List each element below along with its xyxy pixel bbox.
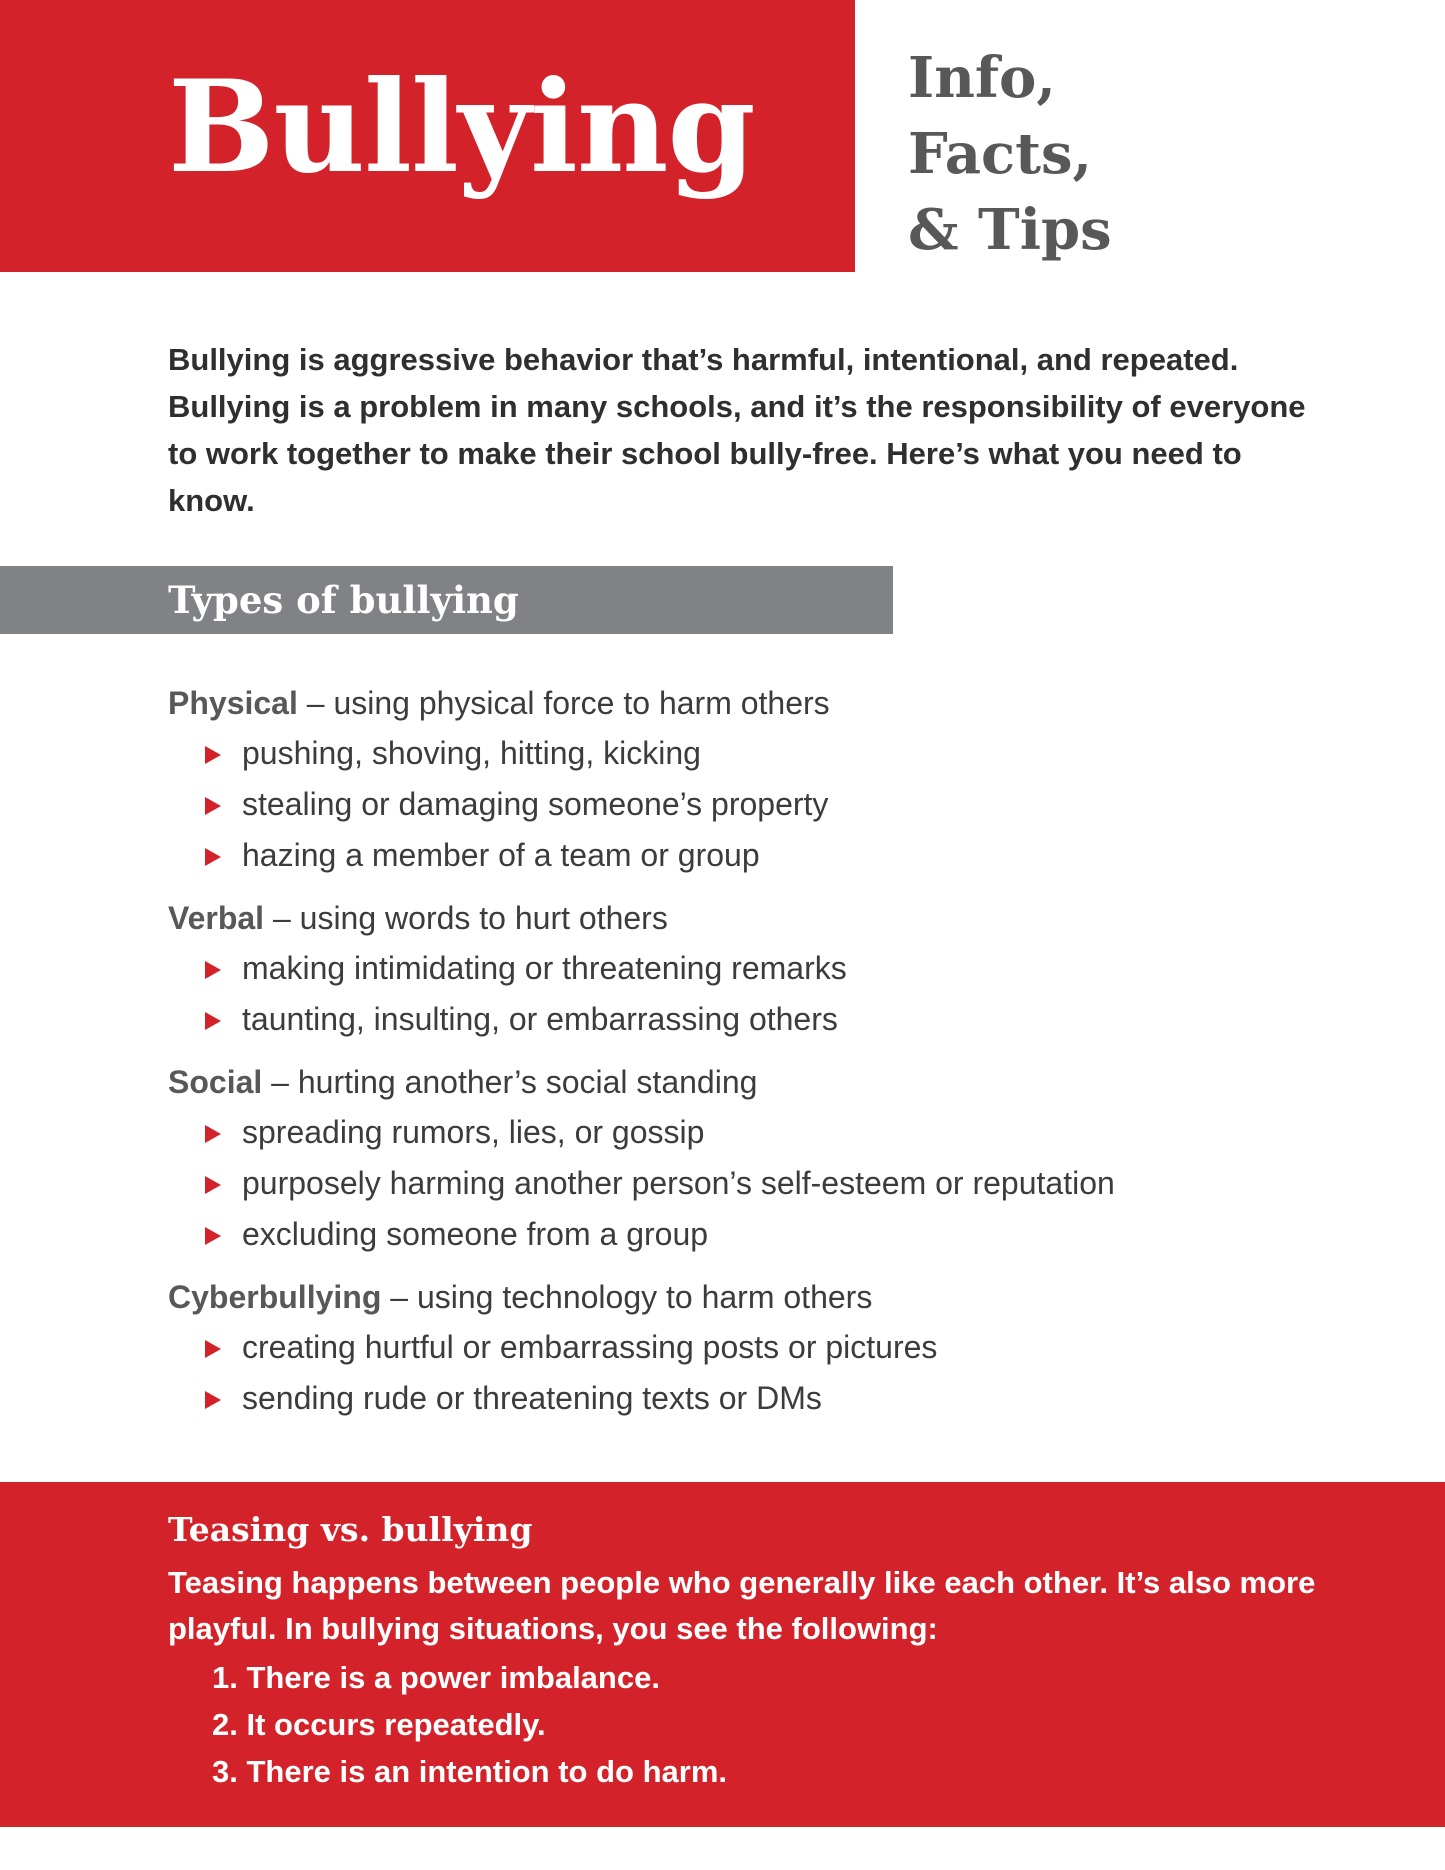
bullet-list bbox=[168, 728, 1368, 881]
triangle-bullet-icon bbox=[205, 1227, 221, 1245]
type-name: Physical bbox=[168, 685, 298, 721]
bullet-list bbox=[168, 1322, 1368, 1424]
list-item-text: hazing a member of a team or group bbox=[242, 837, 760, 873]
page-title: Bullying bbox=[168, 53, 755, 201]
type-name: Cyberbullying bbox=[168, 1279, 382, 1315]
triangle-bullet-icon bbox=[205, 746, 221, 764]
list-item: 2. It occurs repeatedly. bbox=[212, 1707, 546, 1742]
triangle-bullet-icon bbox=[205, 1340, 221, 1358]
triangle-bullet-icon bbox=[205, 1125, 221, 1143]
subtitle-line-3: & Tips bbox=[908, 197, 1112, 263]
list-item-text: excluding someone from a group bbox=[242, 1216, 709, 1252]
bullet-list bbox=[168, 943, 1368, 1045]
type-name: Verbal bbox=[168, 900, 265, 936]
list-item-text: spreading rumors, lies, or gossip bbox=[242, 1114, 705, 1150]
subtitle-line-1: Info, bbox=[908, 45, 1056, 111]
teasing-heading: Teasing vs. bullying bbox=[168, 1510, 533, 1549]
triangle-bullet-icon bbox=[205, 1176, 221, 1194]
types-section-heading: Types of bullying bbox=[168, 578, 519, 622]
list-item bbox=[168, 943, 1368, 994]
type-block-verbal bbox=[168, 893, 1368, 1045]
subtitle-line-2: Facts, bbox=[908, 121, 1092, 187]
list-item: 1. There is a power imbalance. bbox=[212, 1660, 660, 1695]
type-block-social bbox=[168, 1057, 1368, 1260]
teasing-section bbox=[0, 1482, 1445, 1827]
list-item bbox=[168, 994, 1368, 1045]
teasing-points-list bbox=[212, 1654, 727, 1795]
list-item-text: sending rude or threatening texts or DMs bbox=[242, 1380, 822, 1416]
list-item bbox=[168, 1107, 1368, 1158]
list-item-text: pushing, shoving, hitting, kicking bbox=[242, 735, 701, 771]
type-line bbox=[168, 678, 1368, 728]
triangle-bullet-icon bbox=[205, 848, 221, 866]
list-item bbox=[168, 728, 1368, 779]
list-item bbox=[168, 830, 1368, 881]
triangle-bullet-icon bbox=[205, 961, 221, 979]
intro-paragraph: Bullying is aggressive behavior that’s harmful, intentional, and repeated. Bullying is a problem in many schools, and it’s the responsibility of everyone to work together to make their school bully-free. Here’s what you need to know. bbox=[168, 342, 1306, 518]
type-description: – using words to hurt others bbox=[264, 900, 668, 936]
list-item-text: creating hurtful or embarrassing posts or pictures bbox=[242, 1329, 938, 1365]
type-block-physical bbox=[168, 678, 1368, 881]
list-item-text: making intimidating or threatening remarks bbox=[242, 950, 847, 986]
subtitle bbox=[908, 40, 1328, 268]
type-description: – using technology to harm others bbox=[381, 1279, 873, 1315]
list-item bbox=[168, 779, 1368, 830]
type-description: – hurting another’s social standing bbox=[262, 1064, 758, 1100]
bullet-list bbox=[168, 1107, 1368, 1260]
type-block-cyberbullying bbox=[168, 1272, 1368, 1424]
type-line bbox=[168, 1057, 1368, 1107]
list-item bbox=[168, 1322, 1368, 1373]
list-item-text: stealing or damaging someone’s property bbox=[242, 786, 829, 822]
list-item bbox=[168, 1373, 1368, 1424]
type-line bbox=[168, 893, 1368, 943]
list-item bbox=[168, 1158, 1368, 1209]
type-line bbox=[168, 1272, 1368, 1322]
type-name: Social bbox=[168, 1064, 263, 1100]
type-description: – using physical force to harm others bbox=[297, 685, 830, 721]
triangle-bullet-icon bbox=[205, 1391, 221, 1409]
triangle-bullet-icon bbox=[205, 797, 221, 815]
list-item: 3. There is an intention to do harm. bbox=[212, 1754, 727, 1789]
list-item-text: taunting, insulting, or embarrassing others bbox=[242, 1001, 838, 1037]
triangle-bullet-icon bbox=[205, 1012, 221, 1030]
list-item bbox=[168, 1209, 1368, 1260]
teasing-paragraph: Teasing happens between people who generally like each other. It’s also more playful. In bullying situations, you see the following: bbox=[168, 1565, 1316, 1646]
list-item-text: purposely harming another person’s self-esteem or reputation bbox=[242, 1165, 1115, 1201]
types-list bbox=[168, 678, 1368, 1436]
